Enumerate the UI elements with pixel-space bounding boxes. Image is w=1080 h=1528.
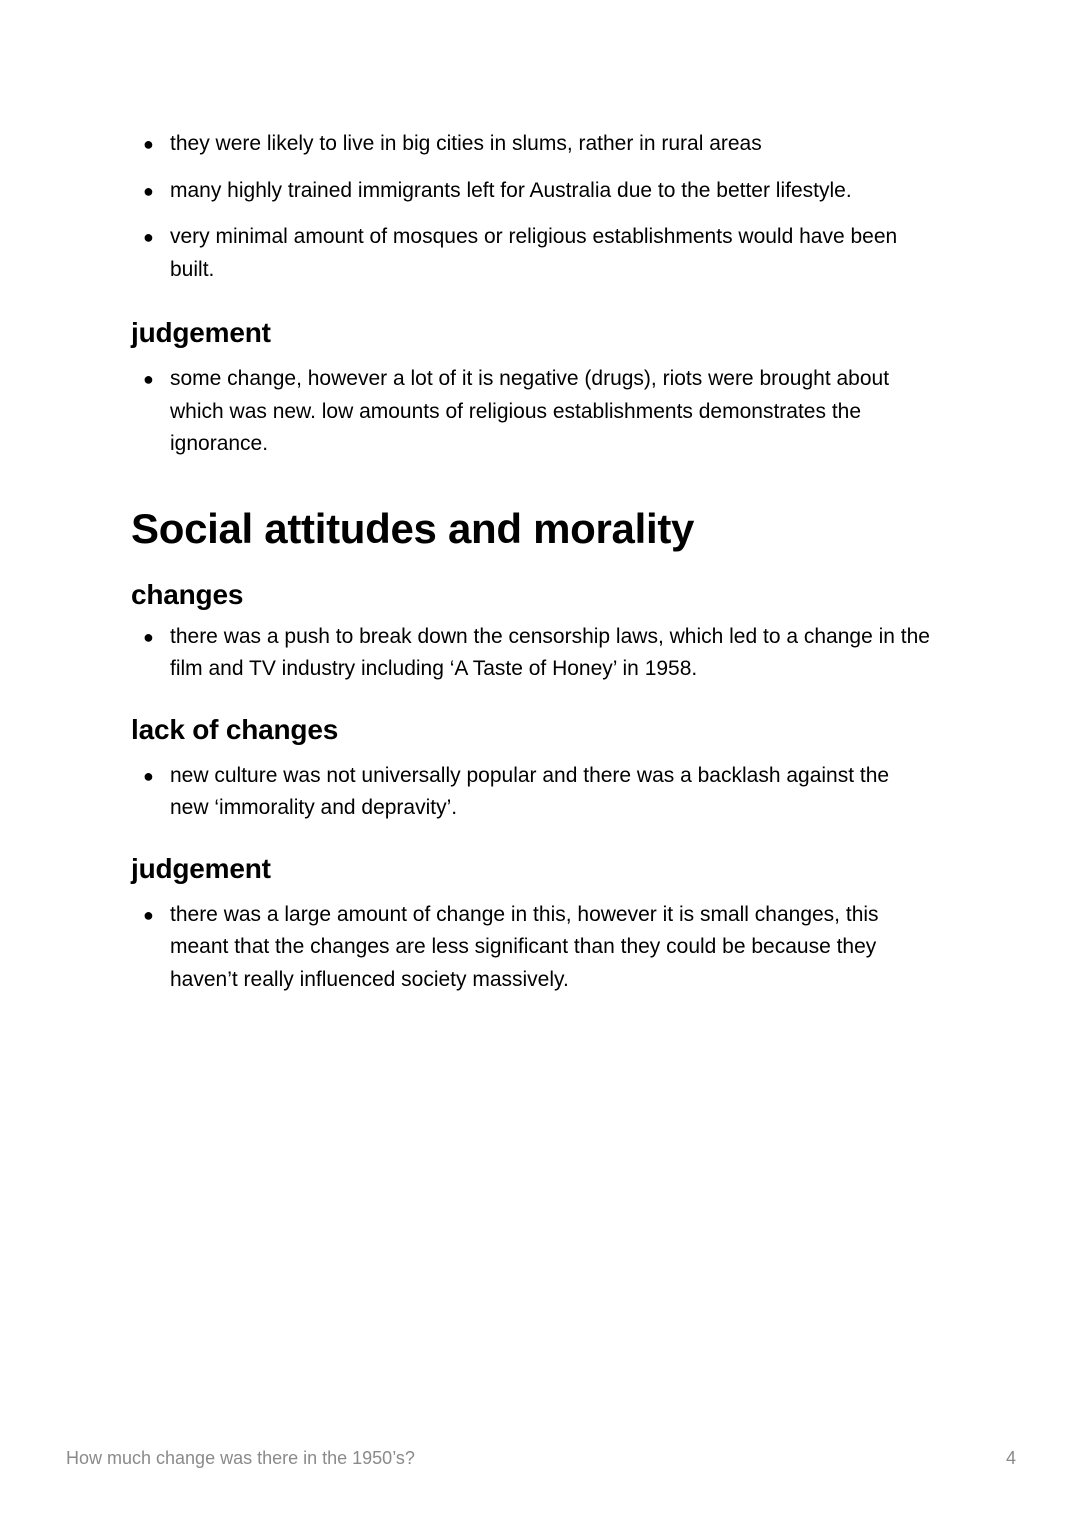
bullet-icon: ● <box>143 180 154 201</box>
lack-of-changes-heading: lack of changes <box>131 713 339 745</box>
bullet-icon: ● <box>143 626 154 647</box>
bullet-icon: ● <box>143 369 154 389</box>
bullet-icon: ● <box>143 134 154 154</box>
list-item: ● very minimal amount of mosques or religious establishments would have been built. <box>131 221 931 286</box>
bullet-icon: ● <box>143 227 154 247</box>
judgement-heading: judgement <box>131 317 271 348</box>
bullet-icon: ● <box>143 765 154 786</box>
bullet-icon: ● <box>143 904 154 925</box>
intro-list <box>131 128 931 286</box>
page-content <box>131 128 931 996</box>
page-number: 4 <box>1005 1448 1016 1468</box>
list-item: ● there was a large amount of change in this, however it is small changes, this meant that the changes are less significant than they could be because they haven’t really influenced society massively. <box>131 899 931 997</box>
judgement-list <box>131 899 931 997</box>
list-item: ● they were likely to live in big cities in slums, rather in rural areas <box>131 128 931 161</box>
judgement-list <box>131 363 931 461</box>
judgement-heading: judgement <box>131 852 271 884</box>
changes-heading: changes <box>131 578 244 610</box>
list-item: ● many highly trained immigrants left for Australia due to the better lifestyle. <box>131 175 931 208</box>
list-item: ● new culture was not universally popular and there was a backlash against the new ‘immorality and depravity’. <box>131 760 931 825</box>
changes-list <box>131 621 931 686</box>
list-item: ● some change, however a lot of it is negative (drugs), riots were brought about which was new. low amounts of religious establishments demonstrates the ignorance. <box>131 363 931 461</box>
section-title: Social attitudes and morality <box>131 504 695 552</box>
lack-of-changes-list <box>131 760 931 825</box>
footer-title: How much change was there in the 1950’s? <box>66 1448 415 1468</box>
list-item: ● there was a push to break down the censorship laws, which led to a change in the film and TV industry including ‘A Taste of Honey’ in 1958. <box>131 621 931 686</box>
